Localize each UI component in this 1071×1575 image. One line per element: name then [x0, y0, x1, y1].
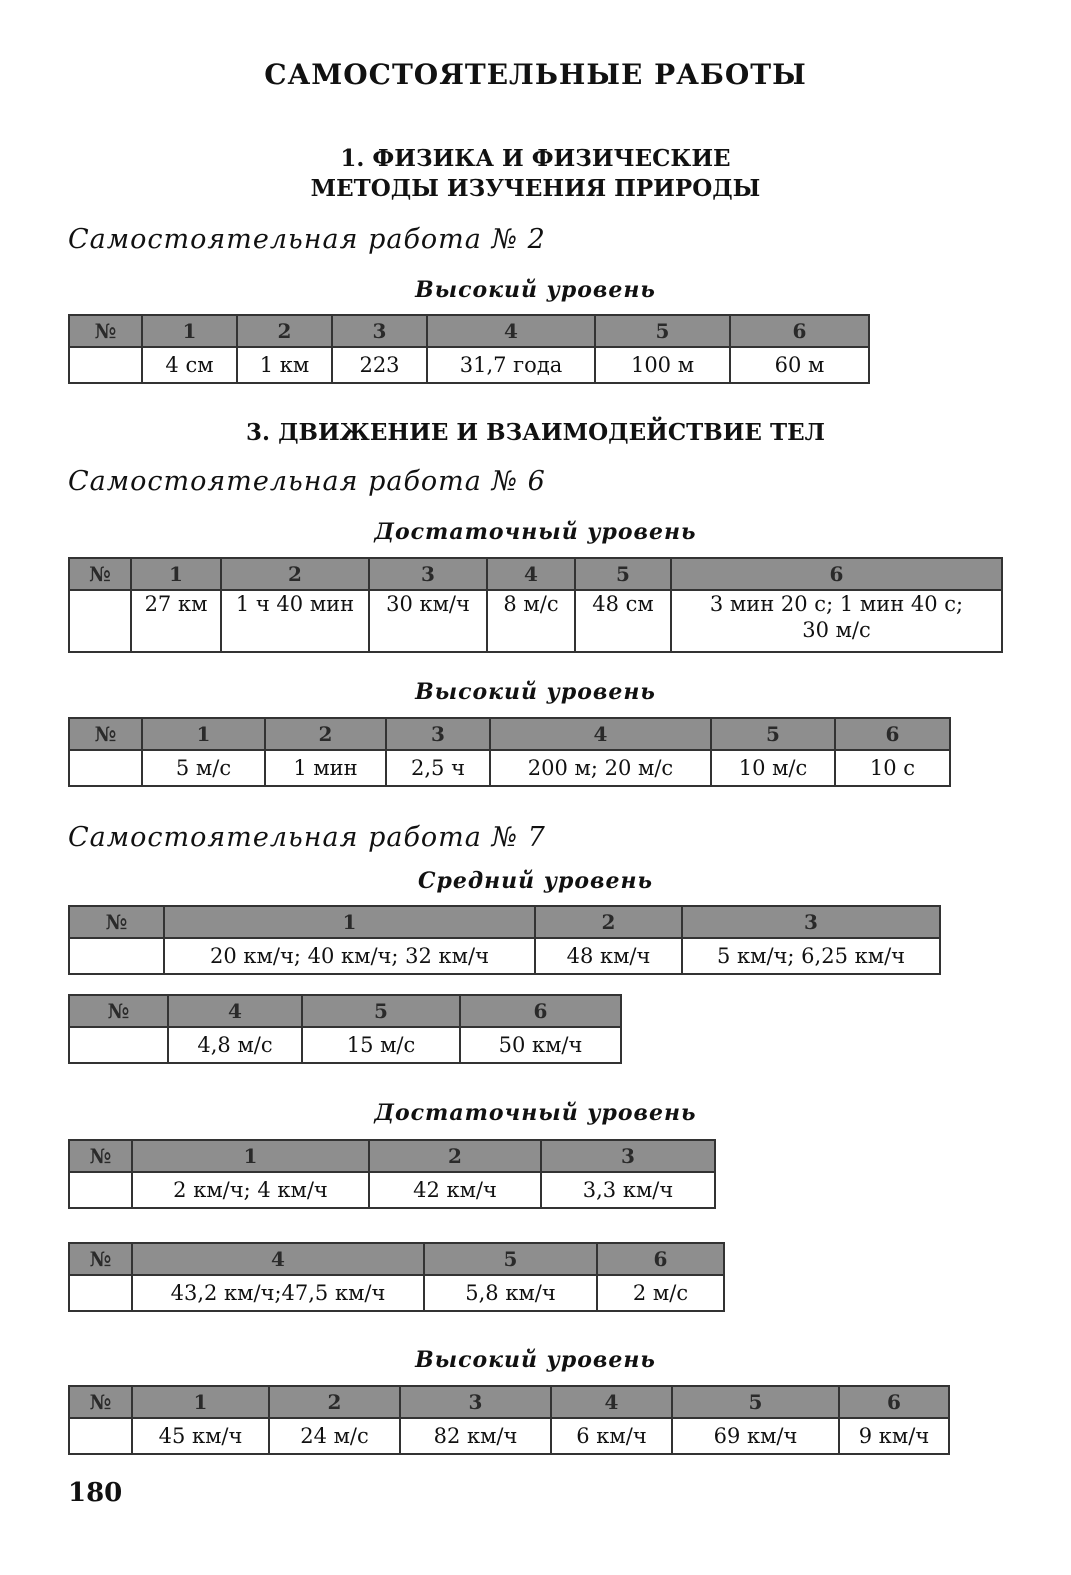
work-7-title: Самостоятельная работа № 7	[68, 822, 546, 853]
header-cell: 1	[142, 718, 265, 750]
header-cell: 3	[386, 718, 490, 750]
answer-cell: 42 км/ч	[369, 1172, 541, 1208]
table-header-row	[69, 906, 940, 938]
answer-cell: 43,2 км/ч;47,5 км/ч	[132, 1275, 424, 1311]
answer-cell: 4 см	[142, 347, 237, 383]
header-cell: №	[69, 906, 164, 938]
answer-cell: 2 км/ч; 4 км/ч	[132, 1172, 369, 1208]
header-cell: 1	[164, 906, 535, 938]
table-header-row	[69, 995, 621, 1027]
answer-cell: 5,8 км/ч	[424, 1275, 597, 1311]
answer-cell: 1 ч 40 мин	[221, 590, 369, 652]
header-cell: 2	[221, 558, 369, 590]
answer-cell: 27 км	[131, 590, 221, 652]
answer-cell: 48 км/ч	[535, 938, 682, 974]
answer-cell	[69, 1275, 132, 1311]
header-cell: №	[69, 558, 131, 590]
table-header-row	[69, 1386, 949, 1418]
answer-cell	[69, 590, 131, 652]
answer-cell	[69, 938, 164, 974]
chapter-1-title	[0, 144, 1071, 204]
answer-cell: 30 км/ч	[369, 590, 487, 652]
answer-cell: 48 см	[575, 590, 671, 652]
table-row	[69, 750, 950, 786]
answer-cell: 20 км/ч; 40 км/ч; 32 км/ч	[164, 938, 535, 974]
answer-cell	[69, 750, 142, 786]
table-header-row	[69, 718, 950, 750]
header-cell: №	[69, 718, 142, 750]
answer-line: 30 м/с	[802, 618, 871, 642]
work-6-level-high: Высокий уровень	[415, 679, 656, 705]
header-cell: 1	[142, 315, 237, 347]
table-row	[69, 1027, 621, 1063]
answer-cell: 5 м/с	[142, 750, 265, 786]
chapter-1-title-line2: МЕТОДЫ ИЗУЧЕНИЯ ПРИРОДЫ	[310, 175, 761, 202]
work-6-title: Самостоятельная работа № 6	[68, 466, 546, 497]
header-cell: 3	[332, 315, 427, 347]
header-cell: 2	[535, 906, 682, 938]
answer-cell: 9 км/ч	[839, 1418, 949, 1454]
work-2-title: Самостоятельная работа № 2	[68, 224, 546, 255]
answer-cell: 15 м/с	[302, 1027, 460, 1063]
header-cell: 4	[132, 1243, 424, 1275]
header-cell: 4	[490, 718, 711, 750]
header-cell: 4	[427, 315, 595, 347]
work-7-sufficient-table-b	[68, 1242, 725, 1312]
header-cell: 6	[730, 315, 869, 347]
answer-cell: 60 м	[730, 347, 869, 383]
answer-cell: 10 м/с	[711, 750, 835, 786]
header-cell: 5	[595, 315, 730, 347]
answer-cell	[69, 1172, 132, 1208]
header-cell: 5	[672, 1386, 839, 1418]
answer-line: 3 мин 20 с; 1 мин 40 с;	[709, 592, 964, 616]
work-7-level-medium: Средний уровень	[417, 868, 654, 894]
header-cell: 2	[369, 1140, 541, 1172]
work-2-level-high: Высокий уровень	[415, 277, 656, 303]
chapter-3-title: 3. ДВИЖЕНИЕ И ВЗАИМОДЕЙСТВИЕ ТЕЛ	[246, 419, 825, 446]
answer-cell: 5 км/ч; 6,25 км/ч	[682, 938, 940, 974]
chapter-1-title-line1: 1. ФИЗИКА И ФИЗИЧЕСКИЕ	[340, 145, 731, 172]
work-7-high-table	[68, 1385, 950, 1455]
header-cell: 4	[551, 1386, 672, 1418]
table-header-row	[69, 1243, 724, 1275]
header-cell: 3	[541, 1140, 715, 1172]
answer-cell	[69, 1027, 168, 1063]
answer-cell: 6 км/ч	[551, 1418, 672, 1454]
work-7-sufficient-table-a	[68, 1139, 716, 1209]
answer-cell: 69 км/ч	[672, 1418, 839, 1454]
header-cell: №	[69, 1243, 132, 1275]
header-cell: №	[69, 1140, 132, 1172]
table-row	[69, 938, 940, 974]
table-row	[69, 590, 1002, 652]
header-cell: №	[69, 1386, 132, 1418]
header-cell: 1	[132, 1140, 369, 1172]
table-row	[69, 1275, 724, 1311]
answer-cell	[69, 347, 142, 383]
header-cell: 4	[168, 995, 302, 1027]
work-6-high-table	[68, 717, 951, 787]
header-cell: 1	[132, 1386, 269, 1418]
header-cell: 5	[575, 558, 671, 590]
header-cell: 6	[597, 1243, 724, 1275]
header-cell: 5	[302, 995, 460, 1027]
answer-cell: 1 км	[237, 347, 332, 383]
header-cell: 4	[487, 558, 575, 590]
answer-cell: 2 м/с	[597, 1275, 724, 1311]
work-7-level-sufficient: Достаточный уровень	[374, 1100, 697, 1126]
work-7-medium-table-a	[68, 905, 941, 975]
table-header-row	[69, 315, 869, 347]
header-cell: №	[69, 315, 142, 347]
header-cell: 2	[237, 315, 332, 347]
answer-cell-multiline	[671, 590, 1002, 652]
header-cell: 5	[424, 1243, 597, 1275]
work-2-high-table	[68, 314, 870, 384]
table-header-row	[69, 558, 1002, 590]
answer-cell	[69, 1418, 132, 1454]
answer-cell: 45 км/ч	[132, 1418, 269, 1454]
table-row	[69, 1172, 715, 1208]
table-row	[69, 347, 869, 383]
header-cell: 5	[711, 718, 835, 750]
answer-cell: 3,3 км/ч	[541, 1172, 715, 1208]
page-number: 180	[68, 1478, 123, 1508]
page-title: САМОСТОЯТЕЛЬНЫЕ РАБОТЫ	[264, 58, 807, 91]
header-cell: №	[69, 995, 168, 1027]
header-cell: 6	[671, 558, 1002, 590]
answer-cell: 82 км/ч	[400, 1418, 551, 1454]
answer-cell: 1 мин	[265, 750, 386, 786]
answer-cell: 2,5 ч	[386, 750, 490, 786]
header-cell: 2	[269, 1386, 400, 1418]
header-cell: 1	[131, 558, 221, 590]
work-6-level-sufficient: Достаточный уровень	[374, 519, 697, 545]
header-cell: 3	[369, 558, 487, 590]
answer-cell: 200 м; 20 м/с	[490, 750, 711, 786]
work-7-level-high: Высокий уровень	[415, 1347, 656, 1373]
header-cell: 3	[400, 1386, 551, 1418]
header-cell: 3	[682, 906, 940, 938]
header-cell: 6	[460, 995, 621, 1027]
table-row	[69, 1418, 949, 1454]
header-cell: 6	[835, 718, 950, 750]
answer-cell: 4,8 м/с	[168, 1027, 302, 1063]
answer-cell: 24 м/с	[269, 1418, 400, 1454]
answer-cell: 8 м/с	[487, 590, 575, 652]
table-header-row	[69, 1140, 715, 1172]
header-cell: 6	[839, 1386, 949, 1418]
answer-cell: 31,7 года	[427, 347, 595, 383]
work-7-medium-table-b	[68, 994, 622, 1064]
answer-cell: 100 м	[595, 347, 730, 383]
answer-cell: 223	[332, 347, 427, 383]
work-6-sufficient-table	[68, 557, 1003, 653]
header-cell: 2	[265, 718, 386, 750]
answer-cell: 10 с	[835, 750, 950, 786]
answer-cell: 50 км/ч	[460, 1027, 621, 1063]
